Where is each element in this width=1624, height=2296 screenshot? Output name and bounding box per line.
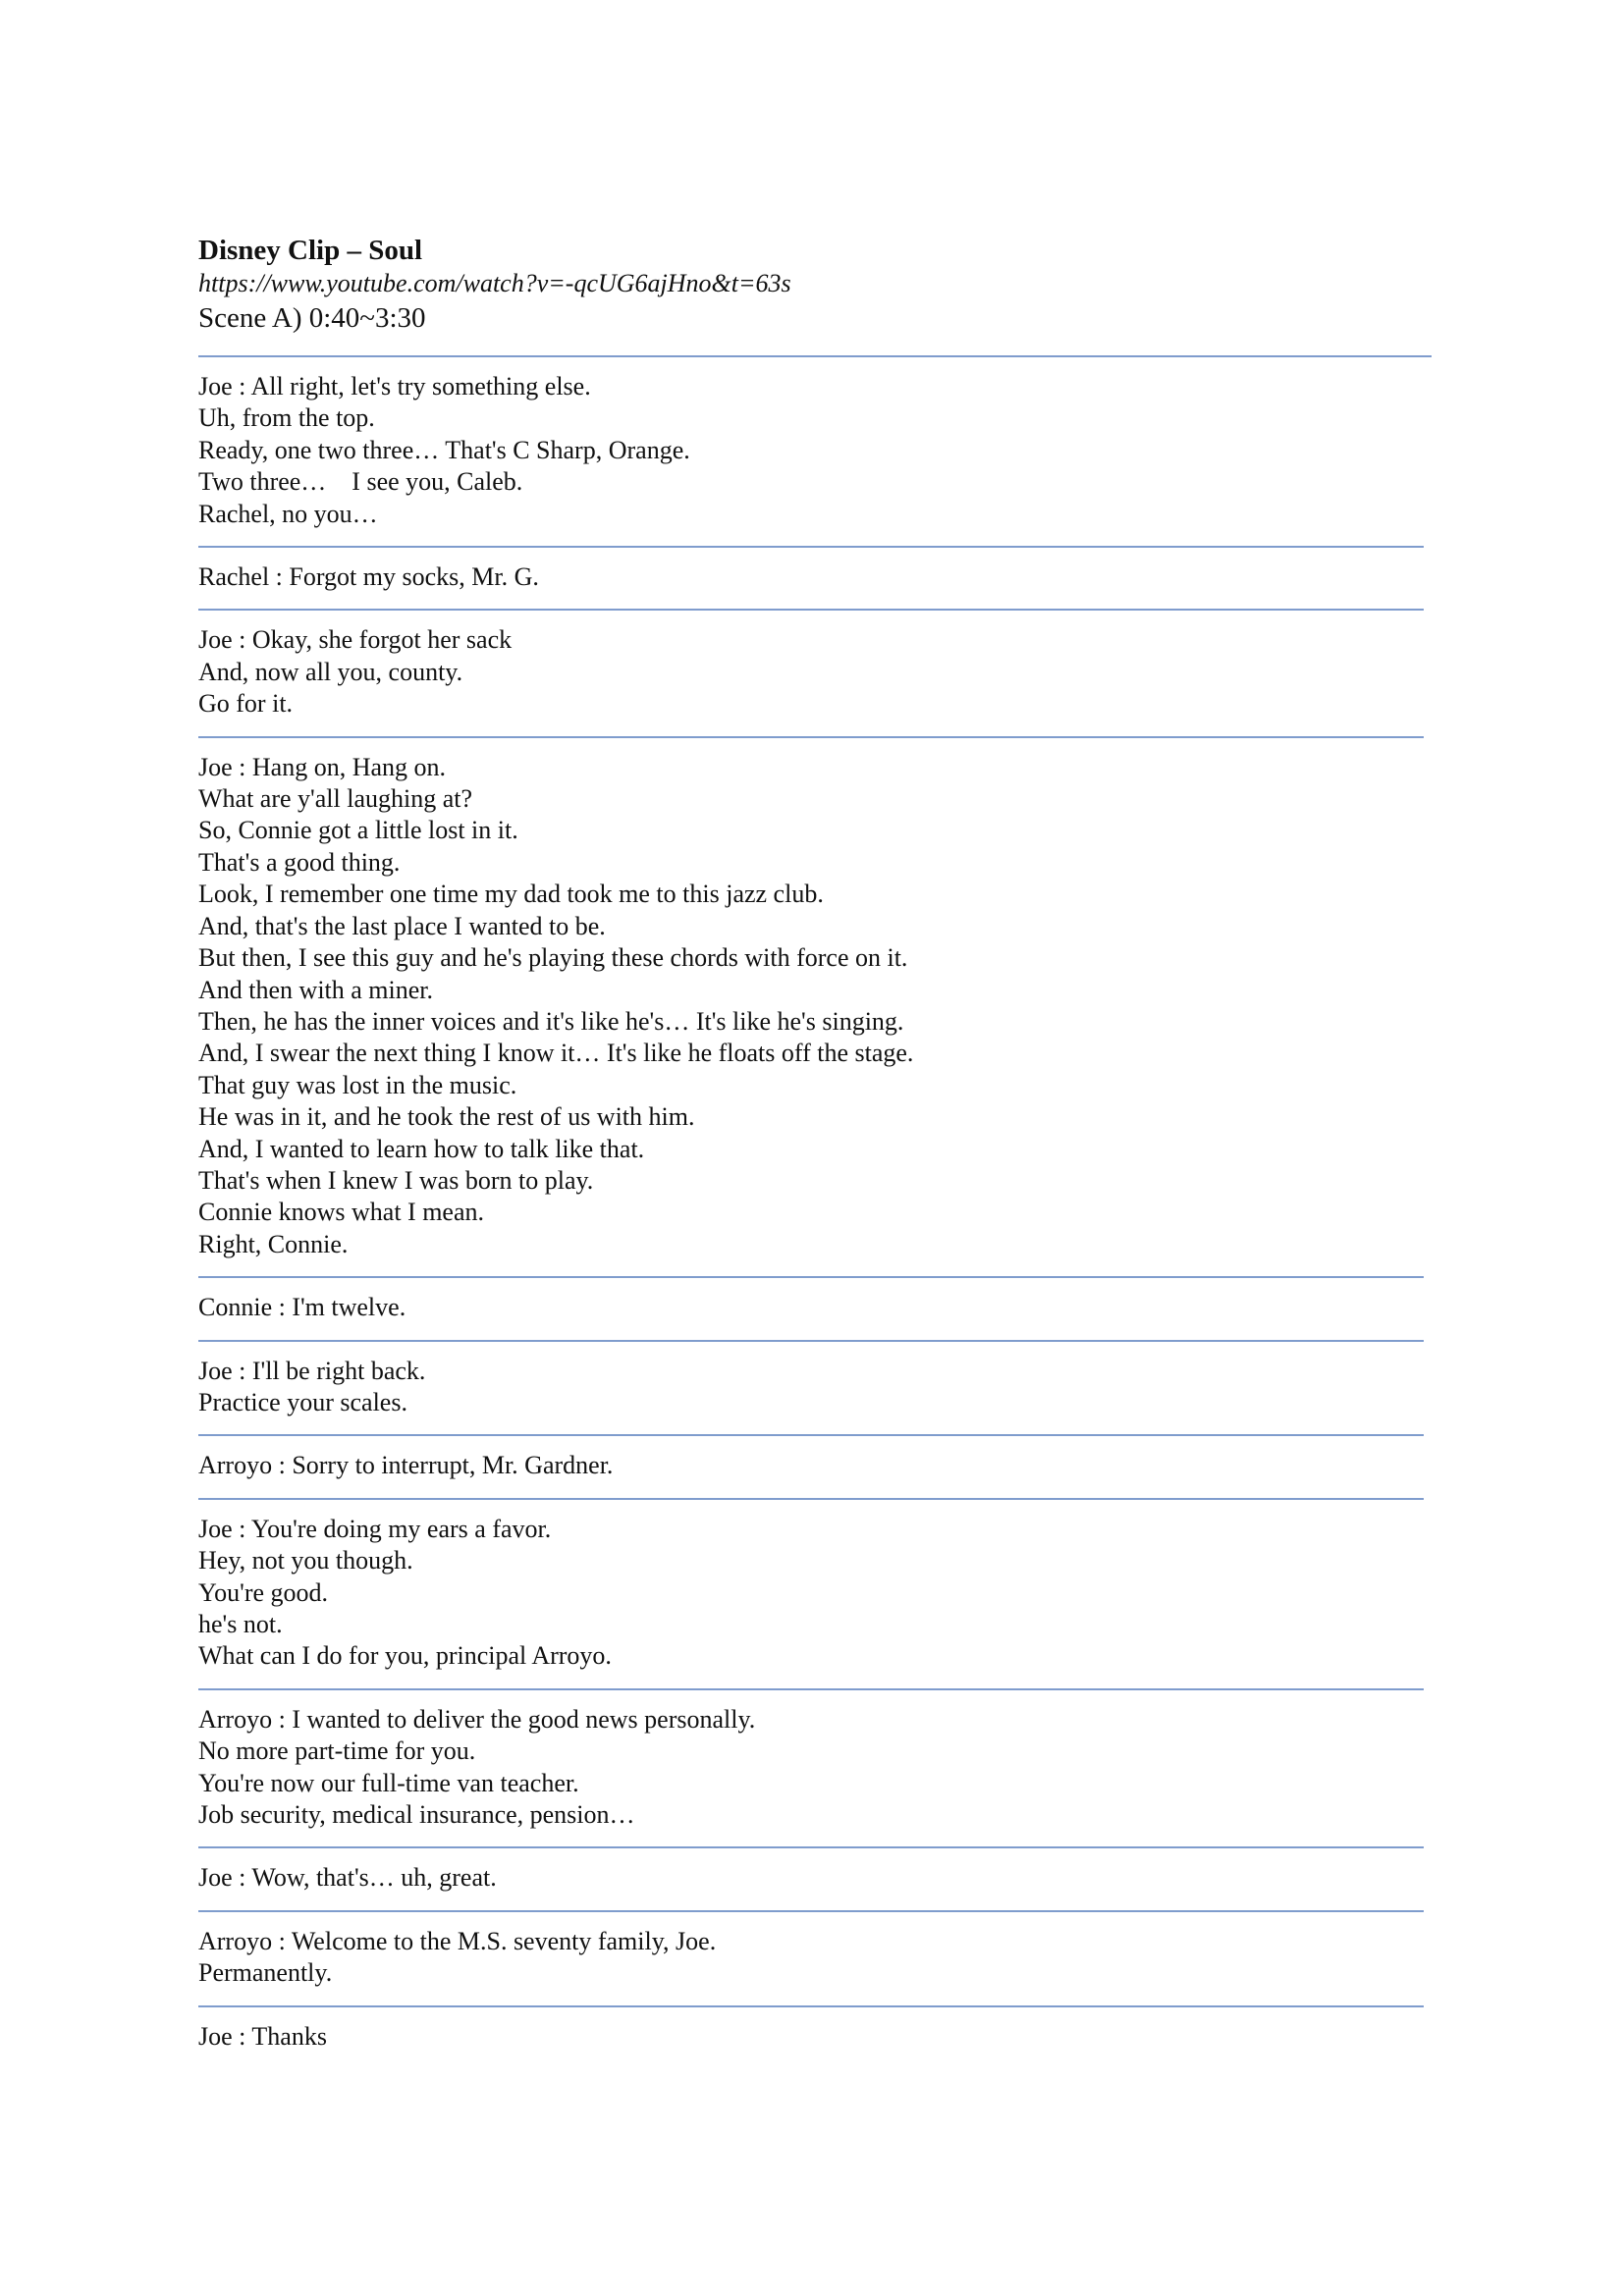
dialogue-block [198, 1912, 1424, 2007]
document-title: Disney Clip – Soul [198, 235, 423, 266]
dialogue-line: You're now our full-time van teacher. [198, 1768, 579, 1797]
dialogue-line: And, now all you, county. [198, 657, 463, 686]
video-url: https://www.youtube.com/watch?v=-qcUG6ajHno&t=63s [198, 269, 791, 297]
dialogue-line: Look, I remember one time my dad took me to this jazz club. [198, 880, 824, 909]
dialogue-line: Arroyo : Sorry to interrupt, Mr. Gardner. [198, 1451, 614, 1480]
dialogue-block [198, 1436, 1424, 1499]
dialogue-line: Joe : Wow, that's… uh, great. [198, 1863, 497, 1893]
dialogue-line: Uh, from the top. [198, 403, 375, 433]
dialogue-line: So, Connie got a little lost in it. [198, 816, 518, 845]
dialogue-line: And then with a miner. [198, 975, 434, 1004]
dialogue-block [198, 1848, 1424, 1911]
dialogue-line: And, that's the last place I wanted to be. [198, 911, 606, 940]
dialogue-block [198, 548, 1424, 611]
dialogue-line: Joe : I'll be right back. [198, 1356, 426, 1385]
dialogue-line: But then, I see this guy and he's playing these chords with force on it. [198, 943, 908, 973]
dialogue-line: Rachel : Forgot my socks, Mr. G. [198, 562, 539, 592]
scene-timestamp: Scene A) 0:40~3:30 [198, 302, 426, 334]
dialogue-line: Connie knows what I mean. [198, 1198, 485, 1227]
dialogue-line: Joe : Hang on, Hang on. [198, 752, 447, 781]
dialogue-line: Then, he has the inner voices and it's like he's… It's like he's singing. [198, 1006, 904, 1036]
dialogue-block [198, 1500, 1424, 1690]
dialogue-block [198, 357, 1424, 548]
dialogue-line: Arroyo : I wanted to deliver the good news personally. [198, 1704, 756, 1734]
dialogue-line: Go for it. [198, 689, 294, 719]
document-page [198, 234, 1426, 2068]
dialogue-list [198, 357, 1424, 2068]
dialogue-line: Job security, medical insurance, pension… [198, 1800, 635, 1830]
dialogue-line: Hey, not you though. [198, 1546, 413, 1575]
dialogue-line: And, I swear the next thing I know it… It's like he floats off the stage. [198, 1039, 914, 1068]
dialogue-line: What are y'all laughing at? [198, 784, 473, 814]
dialogue-block [198, 738, 1424, 1279]
dialogue-line: Joe : Okay, she forgot her sack [198, 625, 513, 655]
dialogue-line: Connie : I'm twelve. [198, 1293, 406, 1322]
dialogue-line: Practice your scales. [198, 1387, 407, 1416]
dialogue-line: Rachel, no you… [198, 499, 378, 528]
dialogue-line: Arroyo : Welcome to the M.S. seventy family, Joe. [198, 1926, 717, 1955]
dialogue-line: No more part-time for you. [198, 1736, 476, 1766]
dialogue-block [198, 1342, 1424, 1437]
dialogue-line: Joe : You're doing my ears a favor. [198, 1514, 552, 1543]
dialogue-block [198, 611, 1424, 737]
dialogue-line: That's when I knew I was born to play. [198, 1165, 594, 1195]
dialogue-line: What can I do for you, principal Arroyo. [198, 1641, 612, 1671]
dialogue-line: Joe : Thanks [198, 2021, 327, 2051]
dialogue-line: Permanently. [198, 1958, 333, 1988]
dialogue-line: he's not. [198, 1610, 283, 1638]
dialogue-line: He was in it, and he took the rest of us with him. [198, 1102, 695, 1132]
dialogue-line: And, I wanted to learn how to talk like that. [198, 1134, 645, 1163]
dialogue-block [198, 1690, 1424, 1849]
dialogue-block [198, 1278, 1424, 1341]
dialogue-line: Right, Connie. [198, 1229, 349, 1258]
dialogue-line: Two three… I see you, Caleb. [198, 467, 523, 497]
dialogue-line: Ready, one two three… That's C Sharp, Orange. [198, 435, 690, 464]
dialogue-line: Joe : All right, let's try something else. [198, 372, 591, 400]
dialogue-block [198, 2007, 1424, 2068]
dialogue-line: That guy was lost in the music. [198, 1070, 517, 1099]
dialogue-line: That's a good thing. [198, 847, 401, 877]
dialogue-line: You're good. [198, 1577, 329, 1607]
